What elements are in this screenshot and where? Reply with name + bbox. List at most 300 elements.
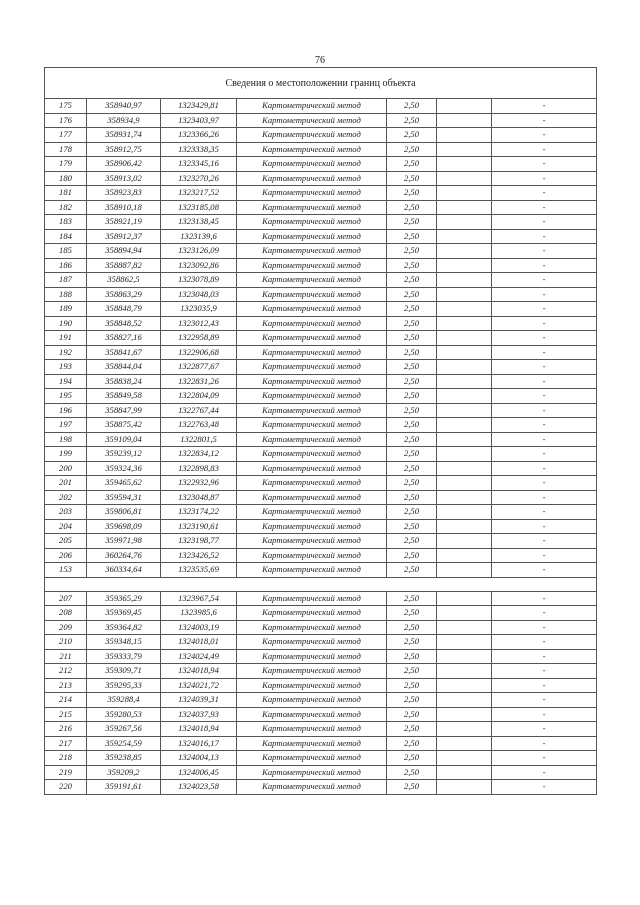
empty-cell bbox=[437, 360, 492, 375]
method-cell: Картометрический метод bbox=[237, 99, 387, 114]
table-header-title: Сведения о местоположении границ объекта bbox=[45, 68, 597, 99]
description-cell: - bbox=[492, 389, 597, 404]
description-cell: - bbox=[492, 620, 597, 635]
method-cell: Картометрический метод bbox=[237, 447, 387, 462]
table-row bbox=[45, 751, 597, 766]
point-number-cell: 188 bbox=[45, 287, 87, 302]
method-cell: Картометрический метод bbox=[237, 548, 387, 563]
table-row bbox=[45, 490, 597, 505]
method-cell: Картометрический метод bbox=[237, 606, 387, 621]
x-coordinate-cell: 359365,29 bbox=[87, 591, 161, 606]
description-cell: - bbox=[492, 736, 597, 751]
point-number-cell: 198 bbox=[45, 432, 87, 447]
point-number-cell: 197 bbox=[45, 418, 87, 433]
point-number-cell: 179 bbox=[45, 157, 87, 172]
table-row bbox=[45, 591, 597, 606]
table-row bbox=[45, 548, 597, 563]
empty-cell bbox=[437, 519, 492, 534]
description-cell: - bbox=[492, 519, 597, 534]
description-cell: - bbox=[492, 287, 597, 302]
x-coordinate-cell: 359280,53 bbox=[87, 707, 161, 722]
empty-cell bbox=[437, 606, 492, 621]
y-coordinate-cell: 1323138,45 bbox=[161, 215, 237, 230]
description-cell: - bbox=[492, 505, 597, 520]
point-number-cell: 206 bbox=[45, 548, 87, 563]
description-cell: - bbox=[492, 360, 597, 375]
description-cell: - bbox=[492, 765, 597, 780]
x-coordinate-cell: 359698,09 bbox=[87, 519, 161, 534]
table-row bbox=[45, 606, 597, 621]
table-row bbox=[45, 244, 597, 259]
empty-cell bbox=[437, 229, 492, 244]
separator-cell bbox=[45, 577, 597, 591]
method-cell: Картометрический метод bbox=[237, 258, 387, 273]
point-number-cell: 190 bbox=[45, 316, 87, 331]
accuracy-cell: 2,50 bbox=[387, 534, 437, 549]
point-number-cell: 200 bbox=[45, 461, 87, 476]
y-coordinate-cell: 1323174,22 bbox=[161, 505, 237, 520]
empty-cell bbox=[437, 171, 492, 186]
description-cell: - bbox=[492, 548, 597, 563]
point-number-cell: 191 bbox=[45, 331, 87, 346]
empty-cell bbox=[437, 751, 492, 766]
y-coordinate-cell: 1323035,9 bbox=[161, 302, 237, 317]
method-cell: Картометрический метод bbox=[237, 157, 387, 172]
empty-cell bbox=[437, 389, 492, 404]
description-cell: - bbox=[492, 244, 597, 259]
description-cell: - bbox=[492, 99, 597, 114]
empty-cell bbox=[437, 678, 492, 693]
y-coordinate-cell: 1323139,6 bbox=[161, 229, 237, 244]
y-coordinate-cell: 1322804,09 bbox=[161, 389, 237, 404]
y-coordinate-cell: 1322831,26 bbox=[161, 374, 237, 389]
y-coordinate-cell: 1324018,94 bbox=[161, 722, 237, 737]
table-row bbox=[45, 345, 597, 360]
table-row bbox=[45, 331, 597, 346]
method-cell: Картометрический метод bbox=[237, 418, 387, 433]
y-coordinate-cell: 1322763,48 bbox=[161, 418, 237, 433]
table-row bbox=[45, 157, 597, 172]
method-cell: Картометрический метод bbox=[237, 215, 387, 230]
point-number-cell: 215 bbox=[45, 707, 87, 722]
empty-cell bbox=[437, 244, 492, 259]
coordinates-table bbox=[44, 67, 597, 795]
accuracy-cell: 2,50 bbox=[387, 548, 437, 563]
empty-cell bbox=[437, 765, 492, 780]
accuracy-cell: 2,50 bbox=[387, 476, 437, 491]
boundary-coordinates-document bbox=[44, 67, 596, 795]
empty-cell bbox=[437, 649, 492, 664]
method-cell: Картометрический метод bbox=[237, 229, 387, 244]
accuracy-cell: 2,50 bbox=[387, 606, 437, 621]
y-coordinate-cell: 1324004,13 bbox=[161, 751, 237, 766]
x-coordinate-cell: 358894,94 bbox=[87, 244, 161, 259]
description-cell: - bbox=[492, 128, 597, 143]
table-header-row bbox=[45, 68, 597, 99]
table-row bbox=[45, 287, 597, 302]
y-coordinate-cell: 1322767,44 bbox=[161, 403, 237, 418]
description-cell: - bbox=[492, 649, 597, 664]
method-cell: Картометрический метод bbox=[237, 171, 387, 186]
table-row bbox=[45, 113, 597, 128]
accuracy-cell: 2,50 bbox=[387, 374, 437, 389]
table-row bbox=[45, 316, 597, 331]
table-row bbox=[45, 736, 597, 751]
accuracy-cell: 2,50 bbox=[387, 200, 437, 215]
table-row bbox=[45, 635, 597, 650]
point-number-cell: 195 bbox=[45, 389, 87, 404]
description-cell: - bbox=[492, 142, 597, 157]
table-row bbox=[45, 374, 597, 389]
x-coordinate-cell: 359295,33 bbox=[87, 678, 161, 693]
table-row bbox=[45, 780, 597, 795]
accuracy-cell: 2,50 bbox=[387, 693, 437, 708]
description-cell: - bbox=[492, 215, 597, 230]
accuracy-cell: 2,50 bbox=[387, 142, 437, 157]
method-cell: Картометрический метод bbox=[237, 461, 387, 476]
method-cell: Картометрический метод bbox=[237, 635, 387, 650]
accuracy-cell: 2,50 bbox=[387, 186, 437, 201]
empty-cell bbox=[437, 200, 492, 215]
point-number-cell: 192 bbox=[45, 345, 87, 360]
empty-cell bbox=[437, 505, 492, 520]
x-coordinate-cell: 358912,37 bbox=[87, 229, 161, 244]
description-cell: - bbox=[492, 418, 597, 433]
table-row bbox=[45, 707, 597, 722]
table-row bbox=[45, 302, 597, 317]
method-cell: Картометрический метод bbox=[237, 360, 387, 375]
accuracy-cell: 2,50 bbox=[387, 171, 437, 186]
x-coordinate-cell: 358844,04 bbox=[87, 360, 161, 375]
point-number-cell: 211 bbox=[45, 649, 87, 664]
y-coordinate-cell: 1323270,26 bbox=[161, 171, 237, 186]
description-cell: - bbox=[492, 113, 597, 128]
point-number-cell: 194 bbox=[45, 374, 87, 389]
y-coordinate-cell: 1322932,96 bbox=[161, 476, 237, 491]
point-number-cell: 196 bbox=[45, 403, 87, 418]
accuracy-cell: 2,50 bbox=[387, 664, 437, 679]
accuracy-cell: 2,50 bbox=[387, 635, 437, 650]
y-coordinate-cell: 1324039,31 bbox=[161, 693, 237, 708]
point-number-cell: 217 bbox=[45, 736, 87, 751]
y-coordinate-cell: 1324024,49 bbox=[161, 649, 237, 664]
empty-cell bbox=[437, 128, 492, 143]
description-cell: - bbox=[492, 316, 597, 331]
x-coordinate-cell: 358838,24 bbox=[87, 374, 161, 389]
accuracy-cell: 2,50 bbox=[387, 229, 437, 244]
point-number-cell: 214 bbox=[45, 693, 87, 708]
empty-cell bbox=[437, 780, 492, 795]
table-row bbox=[45, 186, 597, 201]
point-number-cell: 181 bbox=[45, 186, 87, 201]
point-number-cell: 219 bbox=[45, 765, 87, 780]
point-number-cell: 210 bbox=[45, 635, 87, 650]
method-cell: Картометрический метод bbox=[237, 316, 387, 331]
accuracy-cell: 2,50 bbox=[387, 678, 437, 693]
empty-cell bbox=[437, 490, 492, 505]
x-coordinate-cell: 359364,82 bbox=[87, 620, 161, 635]
y-coordinate-cell: 1323092,86 bbox=[161, 258, 237, 273]
description-cell: - bbox=[492, 273, 597, 288]
point-number-cell: 207 bbox=[45, 591, 87, 606]
description-cell: - bbox=[492, 403, 597, 418]
accuracy-cell: 2,50 bbox=[387, 620, 437, 635]
method-cell: Картометрический метод bbox=[237, 345, 387, 360]
point-number-cell: 189 bbox=[45, 302, 87, 317]
method-cell: Картометрический метод bbox=[237, 389, 387, 404]
accuracy-cell: 2,50 bbox=[387, 751, 437, 766]
table-row bbox=[45, 258, 597, 273]
accuracy-cell: 2,50 bbox=[387, 649, 437, 664]
empty-cell bbox=[437, 693, 492, 708]
empty-cell bbox=[437, 664, 492, 679]
x-coordinate-cell: 358847,99 bbox=[87, 403, 161, 418]
accuracy-cell: 2,50 bbox=[387, 215, 437, 230]
description-cell: - bbox=[492, 490, 597, 505]
table-row bbox=[45, 519, 597, 534]
method-cell: Картометрический метод bbox=[237, 128, 387, 143]
method-cell: Картометрический метод bbox=[237, 649, 387, 664]
accuracy-cell: 2,50 bbox=[387, 316, 437, 331]
y-coordinate-cell: 1324018,01 bbox=[161, 635, 237, 650]
accuracy-cell: 2,50 bbox=[387, 244, 437, 259]
method-cell: Картометрический метод bbox=[237, 331, 387, 346]
x-coordinate-cell: 358841,67 bbox=[87, 345, 161, 360]
x-coordinate-cell: 359238,85 bbox=[87, 751, 161, 766]
table-row bbox=[45, 664, 597, 679]
accuracy-cell: 2,50 bbox=[387, 345, 437, 360]
table-row bbox=[45, 142, 597, 157]
table-row bbox=[45, 200, 597, 215]
empty-cell bbox=[437, 99, 492, 114]
description-cell: - bbox=[492, 606, 597, 621]
method-cell: Картометрический метод bbox=[237, 765, 387, 780]
point-number-cell: 175 bbox=[45, 99, 87, 114]
x-coordinate-cell: 358940,97 bbox=[87, 99, 161, 114]
empty-cell bbox=[437, 461, 492, 476]
accuracy-cell: 2,50 bbox=[387, 432, 437, 447]
method-cell: Картометрический метод bbox=[237, 432, 387, 447]
accuracy-cell: 2,50 bbox=[387, 707, 437, 722]
empty-cell bbox=[437, 476, 492, 491]
x-coordinate-cell: 359239,12 bbox=[87, 447, 161, 462]
x-coordinate-cell: 359324,36 bbox=[87, 461, 161, 476]
y-coordinate-cell: 1322898,83 bbox=[161, 461, 237, 476]
method-cell: Картометрический метод bbox=[237, 591, 387, 606]
description-cell: - bbox=[492, 374, 597, 389]
y-coordinate-cell: 1322801,5 bbox=[161, 432, 237, 447]
table-row bbox=[45, 620, 597, 635]
x-coordinate-cell: 358863,29 bbox=[87, 287, 161, 302]
accuracy-cell: 2,50 bbox=[387, 258, 437, 273]
y-coordinate-cell: 1323345,16 bbox=[161, 157, 237, 172]
description-cell: - bbox=[492, 722, 597, 737]
point-number-cell: 199 bbox=[45, 447, 87, 462]
empty-cell bbox=[437, 534, 492, 549]
x-coordinate-cell: 358849,58 bbox=[87, 389, 161, 404]
x-coordinate-cell: 359288,4 bbox=[87, 693, 161, 708]
description-cell: - bbox=[492, 302, 597, 317]
point-number-cell: 187 bbox=[45, 273, 87, 288]
accuracy-cell: 2,50 bbox=[387, 447, 437, 462]
method-cell: Картометрический метод bbox=[237, 780, 387, 795]
method-cell: Картометрический метод bbox=[237, 403, 387, 418]
y-coordinate-cell: 1323078,89 bbox=[161, 273, 237, 288]
point-number-cell: 185 bbox=[45, 244, 87, 259]
accuracy-cell: 2,50 bbox=[387, 591, 437, 606]
description-cell: - bbox=[492, 432, 597, 447]
y-coordinate-cell: 1323185,08 bbox=[161, 200, 237, 215]
table-row bbox=[45, 432, 597, 447]
empty-cell bbox=[437, 548, 492, 563]
method-cell: Картометрический метод bbox=[237, 302, 387, 317]
point-number-cell: 220 bbox=[45, 780, 87, 795]
table-row bbox=[45, 418, 597, 433]
accuracy-cell: 2,50 bbox=[387, 519, 437, 534]
y-coordinate-cell: 1322877,67 bbox=[161, 360, 237, 375]
empty-cell bbox=[437, 287, 492, 302]
point-number-cell: 203 bbox=[45, 505, 87, 520]
description-cell: - bbox=[492, 345, 597, 360]
point-number-cell: 208 bbox=[45, 606, 87, 621]
x-coordinate-cell: 359309,71 bbox=[87, 664, 161, 679]
empty-cell bbox=[437, 707, 492, 722]
point-number-cell: 201 bbox=[45, 476, 87, 491]
description-cell: - bbox=[492, 171, 597, 186]
description-cell: - bbox=[492, 476, 597, 491]
table-row bbox=[45, 389, 597, 404]
x-coordinate-cell: 358862,5 bbox=[87, 273, 161, 288]
accuracy-cell: 2,50 bbox=[387, 765, 437, 780]
accuracy-cell: 2,50 bbox=[387, 490, 437, 505]
empty-cell bbox=[437, 563, 492, 578]
accuracy-cell: 2,50 bbox=[387, 403, 437, 418]
y-coordinate-cell: 1323198,77 bbox=[161, 534, 237, 549]
description-cell: - bbox=[492, 258, 597, 273]
point-number-cell: 180 bbox=[45, 171, 87, 186]
x-coordinate-cell: 359369,45 bbox=[87, 606, 161, 621]
description-cell: - bbox=[492, 200, 597, 215]
method-cell: Картометрический метод bbox=[237, 534, 387, 549]
y-coordinate-cell: 1324018,94 bbox=[161, 664, 237, 679]
table-row bbox=[45, 403, 597, 418]
x-coordinate-cell: 358923,83 bbox=[87, 186, 161, 201]
group-separator-row bbox=[45, 577, 597, 591]
x-coordinate-cell: 358875,42 bbox=[87, 418, 161, 433]
x-coordinate-cell: 359594,31 bbox=[87, 490, 161, 505]
description-cell: - bbox=[492, 678, 597, 693]
y-coordinate-cell: 1323535,69 bbox=[161, 563, 237, 578]
empty-cell bbox=[437, 215, 492, 230]
point-number-cell: 182 bbox=[45, 200, 87, 215]
table-row bbox=[45, 99, 597, 114]
method-cell: Картометрический метод bbox=[237, 186, 387, 201]
point-number-cell: 177 bbox=[45, 128, 87, 143]
y-coordinate-cell: 1324037,93 bbox=[161, 707, 237, 722]
empty-cell bbox=[437, 620, 492, 635]
table-row bbox=[45, 128, 597, 143]
accuracy-cell: 2,50 bbox=[387, 302, 437, 317]
accuracy-cell: 2,50 bbox=[387, 722, 437, 737]
point-number-cell: 183 bbox=[45, 215, 87, 230]
method-cell: Картометрический метод bbox=[237, 707, 387, 722]
y-coordinate-cell: 1323338,35 bbox=[161, 142, 237, 157]
table-row bbox=[45, 505, 597, 520]
x-coordinate-cell: 358848,79 bbox=[87, 302, 161, 317]
table-row bbox=[45, 447, 597, 462]
y-coordinate-cell: 1324021,72 bbox=[161, 678, 237, 693]
accuracy-cell: 2,50 bbox=[387, 505, 437, 520]
y-coordinate-cell: 1323048,87 bbox=[161, 490, 237, 505]
y-coordinate-cell: 1323190,61 bbox=[161, 519, 237, 534]
method-cell: Картометрический метод bbox=[237, 722, 387, 737]
method-cell: Картометрический метод bbox=[237, 374, 387, 389]
point-number-cell: 184 bbox=[45, 229, 87, 244]
description-cell: - bbox=[492, 229, 597, 244]
method-cell: Картометрический метод bbox=[237, 751, 387, 766]
description-cell: - bbox=[492, 534, 597, 549]
accuracy-cell: 2,50 bbox=[387, 736, 437, 751]
point-number-cell: 218 bbox=[45, 751, 87, 766]
x-coordinate-cell: 359267,56 bbox=[87, 722, 161, 737]
point-number-cell: 176 bbox=[45, 113, 87, 128]
point-number-cell: 186 bbox=[45, 258, 87, 273]
table-row bbox=[45, 273, 597, 288]
y-coordinate-cell: 1324006,45 bbox=[161, 765, 237, 780]
accuracy-cell: 2,50 bbox=[387, 461, 437, 476]
method-cell: Картометрический метод bbox=[237, 505, 387, 520]
table-row bbox=[45, 360, 597, 375]
y-coordinate-cell: 1322906,68 bbox=[161, 345, 237, 360]
method-cell: Картометрический метод bbox=[237, 519, 387, 534]
accuracy-cell: 2,50 bbox=[387, 287, 437, 302]
point-number-cell: 216 bbox=[45, 722, 87, 737]
point-number-cell: 205 bbox=[45, 534, 87, 549]
x-coordinate-cell: 359109,04 bbox=[87, 432, 161, 447]
point-number-cell: 209 bbox=[45, 620, 87, 635]
y-coordinate-cell: 1323429,81 bbox=[161, 99, 237, 114]
empty-cell bbox=[437, 273, 492, 288]
table-row bbox=[45, 229, 597, 244]
empty-cell bbox=[437, 432, 492, 447]
y-coordinate-cell: 1323967,54 bbox=[161, 591, 237, 606]
point-number-cell: 193 bbox=[45, 360, 87, 375]
y-coordinate-cell: 1324023,58 bbox=[161, 780, 237, 795]
method-cell: Картометрический метод bbox=[237, 620, 387, 635]
table-row bbox=[45, 563, 597, 578]
y-coordinate-cell: 1323048,03 bbox=[161, 287, 237, 302]
x-coordinate-cell: 358934,9 bbox=[87, 113, 161, 128]
point-number-cell: 178 bbox=[45, 142, 87, 157]
x-coordinate-cell: 359465,62 bbox=[87, 476, 161, 491]
empty-cell bbox=[437, 186, 492, 201]
y-coordinate-cell: 1324003,19 bbox=[161, 620, 237, 635]
accuracy-cell: 2,50 bbox=[387, 113, 437, 128]
empty-cell bbox=[437, 302, 492, 317]
x-coordinate-cell: 359191,61 bbox=[87, 780, 161, 795]
description-cell: - bbox=[492, 563, 597, 578]
y-coordinate-cell: 1324016,17 bbox=[161, 736, 237, 751]
x-coordinate-cell: 358912,75 bbox=[87, 142, 161, 157]
accuracy-cell: 2,50 bbox=[387, 780, 437, 795]
empty-cell bbox=[437, 374, 492, 389]
method-cell: Картометрический метод bbox=[237, 200, 387, 215]
x-coordinate-cell: 360264,76 bbox=[87, 548, 161, 563]
y-coordinate-cell: 1322958,89 bbox=[161, 331, 237, 346]
table-row bbox=[45, 215, 597, 230]
description-cell: - bbox=[492, 693, 597, 708]
table-row bbox=[45, 649, 597, 664]
